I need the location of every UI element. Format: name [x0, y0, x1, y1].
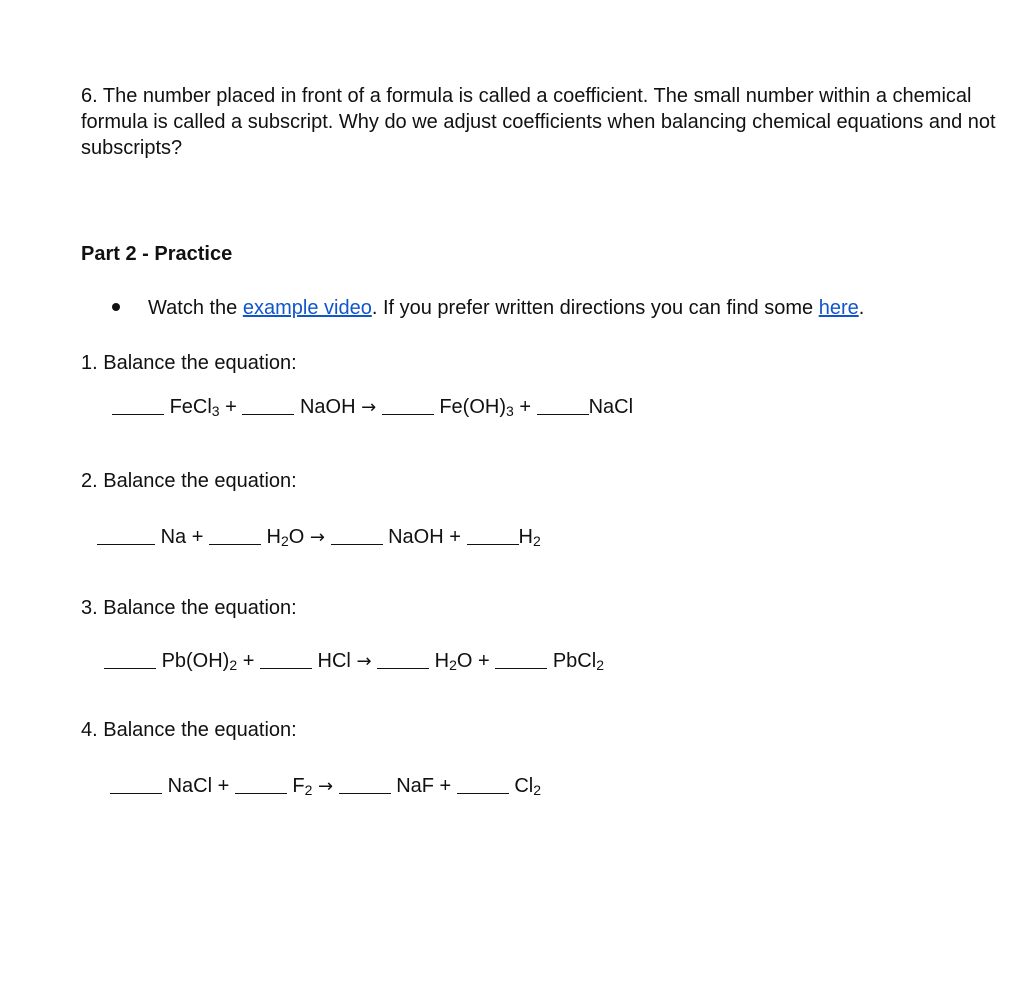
equation-2 [97, 522, 541, 549]
question-6-text: 6. The number placed in front of a formula is called a coefficient. The small number within a chemical formula is called a subscript. Why do we adjust coefficients when balancing chemical equations and not subscripts? [81, 85, 996, 159]
coefficient-blank[interactable] [242, 394, 294, 415]
coefficient-blank[interactable] [377, 648, 429, 669]
reaction-arrow-icon: → [317, 776, 334, 797]
coefficient-blank[interactable] [537, 394, 589, 415]
reaction-arrow-icon: → [309, 527, 325, 548]
plus-sign: + [519, 396, 532, 418]
bullet-middle: . If you prefer written directions you can find some [371, 297, 819, 319]
formula: NaCl [588, 396, 634, 418]
formula: $Pb(OH)_2$ [161, 650, 238, 673]
plus-sign: + [191, 526, 204, 548]
formula: $F_2$ [292, 775, 313, 798]
formula: $H_2O$ [266, 526, 305, 549]
problem-2-label: 2. Balance the equation: [81, 470, 297, 492]
coefficient-blank[interactable] [235, 773, 287, 794]
instructions-bullet [112, 297, 864, 320]
plus-sign: + [217, 775, 230, 797]
problem-3-label: 3. Balance the equation: [81, 597, 297, 619]
coefficient-blank[interactable] [382, 394, 434, 415]
coefficient-blank[interactable] [97, 524, 155, 545]
equation-3 [104, 646, 604, 673]
coefficient-blank[interactable] [339, 773, 391, 794]
reaction-arrow-icon: → [361, 397, 377, 418]
written-directions-link[interactable]: here [818, 297, 859, 319]
coefficient-blank[interactable] [331, 524, 383, 545]
problem-1-label: 1. Balance the equation: [81, 352, 297, 374]
reaction-arrow-icon: → [356, 651, 372, 672]
coefficient-blank[interactable] [260, 648, 312, 669]
bullet-suffix: . [858, 297, 865, 319]
example-video-link[interactable]: example video [242, 297, 372, 319]
formula: Na [160, 526, 187, 548]
part-2-heading: Part 2 - Practice [81, 243, 233, 265]
coefficient-blank[interactable] [457, 773, 509, 794]
formula: $Cl_2$ [514, 775, 542, 798]
formula: NaF [396, 775, 434, 797]
problem-4-label: 4. Balance the equation: [81, 719, 297, 741]
plus-sign: + [449, 526, 461, 548]
formula: NaCl [167, 775, 213, 797]
coefficient-blank[interactable] [495, 648, 547, 669]
formula: $H_2$ [518, 526, 541, 549]
equation-4 [110, 771, 541, 798]
coefficient-blank[interactable] [110, 773, 162, 794]
coefficient-blank[interactable] [209, 524, 261, 545]
plus-sign: + [242, 650, 255, 672]
formula: NaOH [299, 396, 356, 418]
formula: FeCl$_3$ [169, 396, 220, 419]
formula: $H_2O$ [434, 650, 473, 673]
formula: $Fe(OH)_3$ [439, 396, 514, 419]
equation-1 [112, 392, 633, 419]
plus-sign: + [225, 396, 237, 418]
formula: HCl [317, 650, 351, 672]
formula: PbCl$_2$ [552, 650, 604, 673]
coefficient-blank[interactable] [467, 524, 519, 545]
coefficient-blank[interactable] [104, 648, 156, 669]
bullet-icon [112, 303, 120, 311]
bullet-prefix: Watch the [148, 297, 243, 319]
formula: NaOH [388, 526, 444, 548]
plus-sign: + [439, 775, 452, 797]
plus-sign: + [478, 650, 490, 672]
coefficient-blank[interactable] [112, 394, 164, 415]
